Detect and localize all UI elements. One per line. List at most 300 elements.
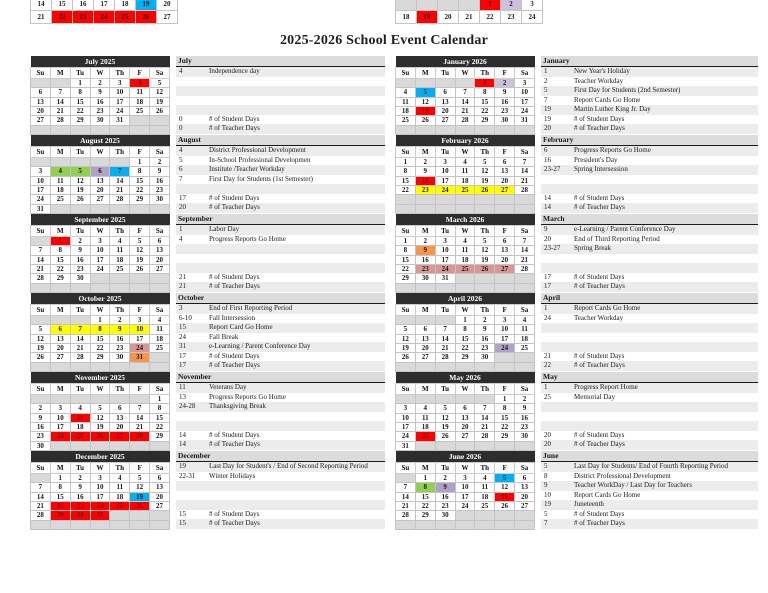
cropped-calendar-fragment-right xyxy=(395,0,543,24)
day-cell: 20 xyxy=(435,106,455,115)
day-cell: 21 xyxy=(515,255,535,264)
day-cell: 22 xyxy=(396,264,416,273)
day-cell: 19 xyxy=(417,11,438,24)
event-date: 15 xyxy=(179,323,186,331)
event-row xyxy=(541,175,758,185)
day-cell: 5 xyxy=(150,78,170,87)
empty-cell xyxy=(90,274,110,283)
event-row xyxy=(176,105,385,115)
day-cell: 4 xyxy=(150,315,170,324)
day-cell: 6 xyxy=(495,236,515,245)
event-date: 1 xyxy=(544,383,548,391)
day-cell: 24 xyxy=(522,11,543,24)
weekday-label: Sa xyxy=(150,463,170,473)
event-text: Progress Reports Go Home xyxy=(209,234,286,243)
day-cell: 10 xyxy=(396,413,416,422)
empty-cell xyxy=(495,283,515,292)
day-cell: 30 xyxy=(475,353,495,362)
event-row xyxy=(176,491,385,501)
day-cell: 6 xyxy=(110,404,130,413)
day-cell: 5 xyxy=(396,325,416,334)
day-cell: 22 xyxy=(90,343,110,352)
empty-cell xyxy=(495,511,515,520)
event-row xyxy=(176,156,385,166)
day-cell: 7 xyxy=(130,404,150,413)
event-row xyxy=(541,184,758,194)
event-date xyxy=(176,481,209,491)
event-text: President's Day xyxy=(574,155,618,164)
event-row xyxy=(541,263,758,273)
empty-cell xyxy=(435,204,455,213)
weekday-label: F xyxy=(495,226,515,236)
event-date: 6 xyxy=(179,165,183,173)
day-cell: 17 xyxy=(435,255,455,264)
day-cell: 22 xyxy=(495,422,515,431)
event-date: 6-10 xyxy=(179,313,192,322)
weekday-label: F xyxy=(495,68,515,78)
day-cell: 19 xyxy=(136,0,157,11)
empty-cell xyxy=(415,78,435,87)
day-cell: 14 xyxy=(435,334,455,343)
event-date xyxy=(176,491,209,501)
empty-cell xyxy=(50,394,70,403)
event-date xyxy=(541,175,574,185)
day-cell: 22 xyxy=(475,106,495,115)
day-cell: 8 xyxy=(396,167,416,176)
event-date xyxy=(541,333,574,343)
empty-cell xyxy=(475,394,495,403)
empty-cell xyxy=(435,283,455,292)
day-cell: 5 xyxy=(31,325,51,334)
day-cell: 22 xyxy=(396,185,416,194)
event-row xyxy=(541,361,758,371)
weekday-label: Sa xyxy=(150,305,170,315)
event-date: 22 xyxy=(544,361,551,369)
day-cell: 15 xyxy=(396,176,416,185)
weekday-label: Su xyxy=(396,305,416,315)
event-row xyxy=(176,273,385,283)
event-date: 23-27 xyxy=(544,244,561,252)
empty-cell xyxy=(415,125,435,134)
month-events xyxy=(176,372,385,451)
empty-cell xyxy=(90,520,110,529)
event-row xyxy=(541,519,758,529)
day-cell: 29 xyxy=(396,274,416,283)
day-cell: 26 xyxy=(90,432,110,441)
empty-cell xyxy=(110,283,130,292)
event-date: 1 xyxy=(544,67,548,75)
event-text: First Day for Students (1st Semester) xyxy=(209,174,314,183)
event-row xyxy=(176,342,385,352)
event-row xyxy=(176,393,385,403)
day-cell: 26 xyxy=(150,106,170,115)
day-cell: 4 xyxy=(110,236,130,245)
weekday-label: Sa xyxy=(515,226,535,236)
event-date: 20 xyxy=(544,430,551,439)
empty-cell xyxy=(515,353,535,362)
day-cell: 30 xyxy=(415,274,435,283)
event-text xyxy=(574,402,758,412)
empty-cell xyxy=(515,274,535,283)
day-cell: 9 xyxy=(70,483,90,492)
day-cell: 31 xyxy=(435,274,455,283)
day-cell: 30 xyxy=(70,511,90,520)
day-cell: 10 xyxy=(495,325,515,334)
day-cell: 10 xyxy=(130,325,150,334)
event-row xyxy=(541,412,758,422)
empty-cell xyxy=(50,157,70,166)
day-cell: 9 xyxy=(415,246,435,255)
event-text: New Year's Holiday xyxy=(574,67,630,75)
event-row xyxy=(176,184,385,194)
day-cell: 1 xyxy=(130,157,150,166)
event-date: 11 xyxy=(179,383,186,391)
event-text: First Day for Students (2nd Semester) xyxy=(574,86,681,94)
day-cell: 24 xyxy=(435,185,455,194)
event-text: Fall Break xyxy=(209,332,239,341)
empty-cell xyxy=(31,362,51,371)
empty-cell xyxy=(90,204,110,213)
weekday-label: Th xyxy=(475,384,495,394)
event-text xyxy=(209,86,385,96)
event-date: 25 xyxy=(544,392,551,401)
empty-cell xyxy=(50,125,70,134)
month-calendar xyxy=(30,293,170,372)
empty-cell xyxy=(31,473,51,482)
day-cell: 1 xyxy=(50,236,70,245)
weekday-label: Sa xyxy=(515,147,535,157)
day-cell: 21 xyxy=(130,422,150,431)
day-cell: 2 xyxy=(515,394,535,403)
day-cell: 10 xyxy=(31,176,51,185)
day-cell: 25 xyxy=(130,106,150,115)
event-date xyxy=(176,263,209,273)
day-cell: 29 xyxy=(415,511,435,520)
day-cell: 14 xyxy=(31,0,52,11)
day-cell: 11 xyxy=(475,483,495,492)
day-cell: 21 xyxy=(31,264,51,273)
month-calendar-header: March 2026 xyxy=(396,214,535,226)
day-cell: 30 xyxy=(90,116,110,125)
day-cell: 19 xyxy=(130,492,150,501)
event-text: Fall Intersession xyxy=(209,313,256,322)
event-text: Report Cards Go Home xyxy=(574,95,641,104)
event-text xyxy=(209,77,385,87)
day-cell: 11 xyxy=(150,325,170,334)
day-cell: 18 xyxy=(150,334,170,343)
day-cell: 24 xyxy=(94,11,115,24)
event-row xyxy=(541,194,758,204)
day-cell: 1 xyxy=(396,157,416,166)
day-cell: 13 xyxy=(150,246,170,255)
event-date: 19 xyxy=(544,105,551,113)
day-cell: 19 xyxy=(475,255,495,264)
event-text: # of Teacher Days xyxy=(574,124,625,132)
left-column xyxy=(30,56,385,530)
day-cell: 20 xyxy=(515,492,535,501)
event-date: 5 xyxy=(544,462,548,470)
day-cell: 20 xyxy=(495,176,515,185)
event-row xyxy=(176,510,385,520)
day-cell: 3 xyxy=(495,315,515,324)
event-text: Progress Reports Go Home xyxy=(574,146,651,154)
day-cell: 4 xyxy=(70,404,90,413)
day-cell: 8 xyxy=(396,246,416,255)
event-date: 19 xyxy=(179,462,186,470)
day-cell: 8 xyxy=(150,404,170,413)
empty-cell xyxy=(475,274,495,283)
event-row xyxy=(541,491,758,501)
event-row xyxy=(541,156,758,166)
empty-cell xyxy=(415,362,435,371)
event-row xyxy=(541,282,758,292)
event-date xyxy=(541,263,574,273)
weekday-label: F xyxy=(130,305,150,315)
event-date: 17 xyxy=(179,351,186,360)
event-text xyxy=(209,244,385,254)
day-cell: 28 xyxy=(110,195,130,204)
day-cell: 31 xyxy=(31,204,51,213)
event-text xyxy=(574,323,758,333)
empty-cell xyxy=(475,195,495,204)
event-date: 19 xyxy=(544,114,551,123)
weekday-label: Su xyxy=(31,384,51,394)
day-cell: 26 xyxy=(396,353,416,362)
day-cell: 14 xyxy=(31,255,51,264)
day-cell: 25 xyxy=(455,264,475,273)
day-cell: 18 xyxy=(455,176,475,185)
day-cell: 3 xyxy=(50,404,70,413)
month-events-title: October xyxy=(176,293,385,304)
weekday-label: Tu xyxy=(70,68,90,78)
day-cell: 21 xyxy=(435,343,455,352)
event-row xyxy=(176,421,385,431)
event-row xyxy=(541,105,758,115)
event-date xyxy=(176,244,209,254)
day-cell: 7 xyxy=(31,483,51,492)
event-date: 20 xyxy=(544,440,551,448)
month-calendar-header: April 2026 xyxy=(396,293,535,305)
event-row xyxy=(176,254,385,264)
weekday-label: Tu xyxy=(435,68,455,78)
event-row xyxy=(541,304,758,314)
empty-cell xyxy=(150,511,170,520)
empty-cell xyxy=(455,78,475,87)
day-cell: 9 xyxy=(90,88,110,97)
event-date: 23-27 xyxy=(544,165,561,173)
day-cell: 27 xyxy=(415,353,435,362)
month-calendar xyxy=(395,214,535,293)
event-date: 15 xyxy=(179,509,186,518)
day-cell: 13 xyxy=(495,167,515,176)
weekday-label: Sa xyxy=(515,305,535,315)
day-cell: 20 xyxy=(157,0,178,11)
event-date xyxy=(541,412,574,422)
cropped-calendar-fragment-left xyxy=(30,0,178,24)
event-text: Independence day xyxy=(209,67,260,75)
day-cell: 2 xyxy=(31,404,51,413)
empty-cell xyxy=(435,520,455,529)
day-cell: 25 xyxy=(110,501,130,510)
event-date: 5 xyxy=(544,86,548,94)
month-calendar xyxy=(30,372,170,451)
day-cell: 21 xyxy=(515,176,535,185)
empty-cell xyxy=(31,520,51,529)
weekday-label: F xyxy=(130,147,150,157)
event-date: 19 xyxy=(544,500,551,508)
empty-cell xyxy=(31,315,51,324)
empty-cell xyxy=(415,283,435,292)
event-text: Report Card Go Home xyxy=(209,323,273,331)
day-cell: 20 xyxy=(415,343,435,352)
month-calendar-header: September 2025 xyxy=(31,214,170,226)
day-cell: 18 xyxy=(110,492,130,501)
empty-cell xyxy=(70,283,90,292)
weekday-label: F xyxy=(495,384,515,394)
day-cell: 23 xyxy=(415,185,435,194)
empty-cell xyxy=(495,353,515,362)
event-text: Veterans Day xyxy=(209,383,247,391)
day-cell: 2 xyxy=(70,236,90,245)
day-cell: 15 xyxy=(475,97,495,106)
month-events-title: May xyxy=(541,372,758,383)
day-cell: 8 xyxy=(495,404,515,413)
day-cell: 28 xyxy=(130,432,150,441)
day-cell: 7 xyxy=(515,157,535,166)
empty-cell xyxy=(455,283,475,292)
day-cell: 16 xyxy=(475,334,495,343)
month-events xyxy=(541,293,758,372)
day-cell: 18 xyxy=(396,11,417,24)
event-row xyxy=(176,361,385,371)
weekday-label: Tu xyxy=(435,226,455,236)
day-cell: 10 xyxy=(435,246,455,255)
event-row xyxy=(176,124,385,134)
day-cell: 9 xyxy=(31,413,51,422)
empty-cell xyxy=(110,394,130,403)
weekday-label: Th xyxy=(475,463,495,473)
event-date xyxy=(176,105,209,115)
event-date xyxy=(176,412,209,422)
day-cell: 4 xyxy=(110,473,130,482)
empty-cell xyxy=(150,362,170,371)
day-cell: 25 xyxy=(110,264,130,273)
weekday-label: M xyxy=(50,68,70,78)
day-cell: 17 xyxy=(130,334,150,343)
day-cell: 27 xyxy=(495,185,515,194)
event-row xyxy=(176,519,385,529)
event-text xyxy=(209,96,385,106)
weekday-label: Tu xyxy=(435,384,455,394)
weekday-label: W xyxy=(90,226,110,236)
empty-cell xyxy=(435,362,455,371)
day-cell: 30 xyxy=(495,116,515,125)
event-date xyxy=(541,402,574,412)
event-date xyxy=(541,254,574,264)
day-cell: 29 xyxy=(50,511,70,520)
day-cell: 15 xyxy=(415,492,435,501)
event-date: 4 xyxy=(179,146,183,154)
empty-cell xyxy=(110,157,130,166)
month-calendar-header: November 2025 xyxy=(31,372,170,384)
day-cell: 29 xyxy=(90,353,110,362)
day-cell: 3 xyxy=(455,473,475,482)
event-text: # of Student Days xyxy=(574,509,625,518)
weekday-label: W xyxy=(455,463,475,473)
day-cell: 21 xyxy=(50,106,70,115)
event-date: 5 xyxy=(544,509,548,518)
day-cell: 8 xyxy=(475,88,495,97)
day-cell: 12 xyxy=(415,97,435,106)
day-cell: 5 xyxy=(435,404,455,413)
day-cell: 5 xyxy=(70,167,90,176)
empty-cell xyxy=(415,315,435,324)
weekday-label: Su xyxy=(31,463,51,473)
empty-cell xyxy=(150,116,170,125)
event-date: 31 xyxy=(179,342,186,350)
month-events-title: July xyxy=(176,56,385,67)
event-date xyxy=(541,421,574,431)
weekday-label: W xyxy=(90,384,110,394)
month-calendar xyxy=(395,135,535,214)
empty-cell xyxy=(435,315,455,324)
day-cell: 5 xyxy=(475,157,495,166)
event-text xyxy=(209,412,385,422)
event-row xyxy=(176,500,385,510)
empty-cell xyxy=(455,125,475,134)
day-cell: 11 xyxy=(110,483,130,492)
empty-cell xyxy=(110,511,130,520)
day-cell: 19 xyxy=(150,97,170,106)
event-text: Spring Intersession xyxy=(574,165,628,173)
weekday-label: Su xyxy=(31,147,51,157)
event-date: 9 xyxy=(544,481,548,489)
weekday-label: W xyxy=(90,305,110,315)
empty-cell xyxy=(50,315,70,324)
day-cell: 23 xyxy=(150,185,170,194)
day-cell: 26 xyxy=(136,11,157,24)
empty-cell xyxy=(130,204,150,213)
event-row xyxy=(541,342,758,352)
empty-cell xyxy=(150,441,170,450)
event-text: # of Student Days xyxy=(209,193,260,202)
day-cell: 15 xyxy=(50,255,70,264)
day-cell: 16 xyxy=(70,492,90,501)
event-date: 14 xyxy=(544,193,551,202)
day-cell: 11 xyxy=(515,325,535,334)
empty-cell xyxy=(495,362,515,371)
weekday-label: Tu xyxy=(435,463,455,473)
day-cell: 1 xyxy=(480,0,501,11)
day-cell: 25 xyxy=(455,185,475,194)
event-text: # of Student Days xyxy=(574,351,625,360)
empty-cell xyxy=(110,125,130,134)
day-cell: 9 xyxy=(495,88,515,97)
day-cell: 13 xyxy=(455,413,475,422)
weekday-label: Th xyxy=(110,384,130,394)
day-cell: 3 xyxy=(522,0,543,11)
empty-cell xyxy=(435,78,455,87)
event-date: 21 xyxy=(179,272,186,281)
event-date: 7 xyxy=(179,174,183,183)
event-row xyxy=(541,244,758,254)
month-events xyxy=(541,214,758,293)
empty-cell xyxy=(150,283,170,292)
event-date xyxy=(176,500,209,510)
day-cell: 9 xyxy=(415,167,435,176)
day-cell: 20 xyxy=(150,255,170,264)
event-row xyxy=(176,67,385,77)
